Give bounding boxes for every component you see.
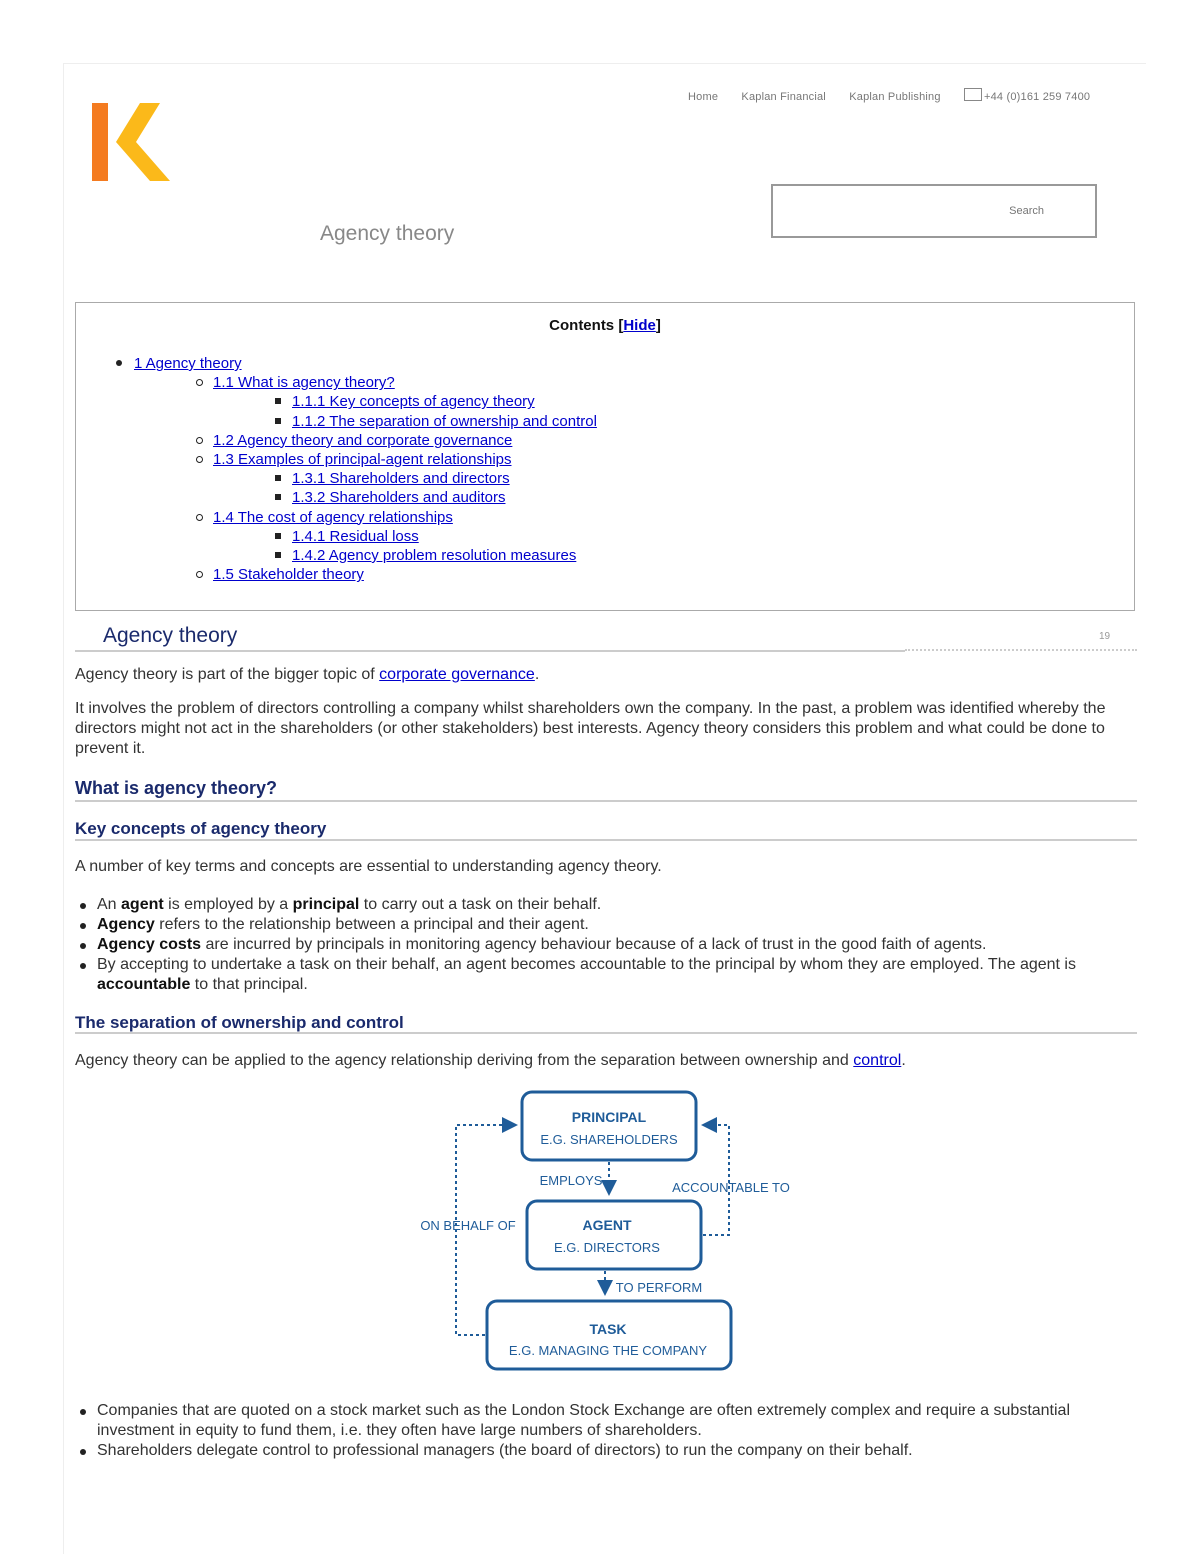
list-item: Companies that are quoted on a stock market such as the London Stock Exchange are often extremely complex and require a substantial investment in equity to fund them, i.e. they often have large numbers of shareholders. (75, 1401, 1137, 1441)
separation-list (75, 1401, 1137, 1461)
problem-paragraph: It involves the problem of directors controlling a company whilst shareholders own the company. In the past, a problem was identified whereby the directors might not act in the shareholders (or other stakeholders) best interests. Agency theory considers this problem and what could be done to prevent it. (75, 700, 1106, 757)
dotted-divider (905, 649, 1137, 655)
list-item: By accepting to undertake a task on their behalf, an agent becomes accountable to the principal by whom they are employed. The agent is accountable to that principal. (75, 955, 1137, 995)
control-link[interactable]: control (853, 1052, 902, 1069)
toc-link[interactable]: 1.3.2 Shareholders and auditors (292, 489, 506, 507)
separation-text: Agency theory can be applied to the agency relationship deriving from the separation between ownership and (75, 1052, 854, 1069)
accountable-label: ACCOUNTABLE TO (672, 1180, 790, 1195)
toc-link[interactable]: 1.2 Agency theory and corporate governance (213, 431, 513, 449)
toc-item (76, 469, 597, 488)
on-behalf-label: ON BEHALF OF (420, 1218, 516, 1233)
separation-paragraph (75, 1051, 1137, 1071)
section-rule (75, 1032, 1137, 1034)
top-nav (688, 88, 1110, 103)
list-item: Agency refers to the relationship between a principal and their agent. (75, 915, 1137, 935)
section-rule (75, 800, 1137, 802)
to-perform-label: TO PERFORM (615, 1280, 703, 1295)
key-concepts-list (75, 895, 1137, 995)
toc-item (76, 412, 597, 431)
principal-title: PRINCIPAL (571, 1109, 647, 1125)
employs-label: EMPLOYS (539, 1173, 603, 1188)
toc-item (76, 527, 597, 546)
search-box (771, 184, 1097, 238)
search-input[interactable] (776, 189, 1092, 233)
toc-link[interactable]: 1 Agency theory (134, 355, 242, 372)
toc-title-label: Contents (549, 317, 615, 334)
section-rule (75, 839, 1137, 841)
toc-link[interactable]: 1.4.2 Agency problem resolution measures (292, 546, 577, 564)
toc-item (76, 450, 597, 469)
toc-link[interactable]: 1.3.1 Shareholders and directors (292, 470, 510, 488)
principal-box (522, 1092, 696, 1160)
toc-item (76, 546, 597, 565)
nav-kaplan-financial[interactable]: Kaplan Financial (741, 91, 826, 103)
corporate-governance-link[interactable]: corporate governance (379, 666, 535, 683)
agency-diagram (415, 1088, 795, 1373)
intro-paragraph (75, 665, 1137, 685)
toc-title: Contents [Hide] (549, 317, 661, 334)
toc-link[interactable]: 1.4 The cost of agency relationships (213, 508, 453, 526)
toc-link[interactable]: 1.5 Stakeholder theory (213, 566, 364, 584)
task-title: TASK (589, 1321, 627, 1337)
intro-text: Agency theory is part of the bigger topic of (75, 666, 380, 683)
principal-subtitle: E.G. SHAREHOLDERS (540, 1132, 678, 1147)
agent-title: AGENT (582, 1217, 632, 1233)
intro-suffix: . (534, 666, 540, 683)
toc-item (76, 565, 597, 584)
toc-item (76, 354, 597, 373)
toc-link[interactable]: 1.3 Examples of principal-agent relationships (213, 450, 512, 468)
toc-link[interactable]: 1.4.1 Residual loss (292, 527, 419, 545)
toc-item (76, 373, 597, 392)
site-title: Agency theory (320, 222, 455, 245)
agent-box (527, 1201, 701, 1269)
heading-underline (75, 650, 905, 652)
separation-suffix: . (901, 1052, 906, 1069)
kaplan-logo[interactable] (92, 103, 172, 181)
phone-contact[interactable] (964, 88, 1090, 103)
toc-item (76, 431, 597, 450)
separation-heading: The separation of ownership and control (75, 1013, 404, 1032)
task-subtitle: E.G. MANAGING THE COMPANY (508, 1343, 708, 1358)
list-item: An agent is employed by a principal to carry out a task on their behalf. (75, 895, 1137, 915)
toc-list (76, 354, 597, 584)
mail-icon (964, 88, 982, 101)
key-intro-paragraph: A number of key terms and concepts are essential to understanding agency theory. (75, 858, 662, 875)
page-number: 19 (1099, 631, 1111, 642)
table-of-contents (75, 302, 1135, 611)
toc-link[interactable]: 1.1.1 Key concepts of agency theory (292, 393, 535, 411)
toc-item (76, 508, 597, 527)
nav-home[interactable]: Home (688, 91, 719, 103)
list-item: Agency costs are incurred by principals in monitoring agency behaviour because of a lack of trust in the good faith of agents. (75, 935, 1137, 955)
list-item: Shareholders delegate control to professional managers (the board of directors) to run the company on their behalf. (75, 1441, 1137, 1461)
phone-number: +44 (0)161 259 7400 (983, 91, 1091, 103)
toc-hide-link[interactable]: Hide (623, 317, 656, 334)
toc-item (76, 392, 597, 411)
nav-kaplan-publishing[interactable]: Kaplan Publishing (849, 91, 941, 103)
key-concepts-heading: Key concepts of agency theory (75, 819, 327, 838)
toc-link[interactable]: 1.1.2 The separation of ownership and control (292, 412, 597, 430)
what-is-heading: What is agency theory? (75, 778, 278, 798)
agent-subtitle: E.G. DIRECTORS (554, 1240, 660, 1255)
article-heading: Agency theory (103, 624, 238, 647)
toc-item (76, 488, 597, 507)
toc-link[interactable]: 1.1 What is agency theory? (213, 374, 395, 392)
